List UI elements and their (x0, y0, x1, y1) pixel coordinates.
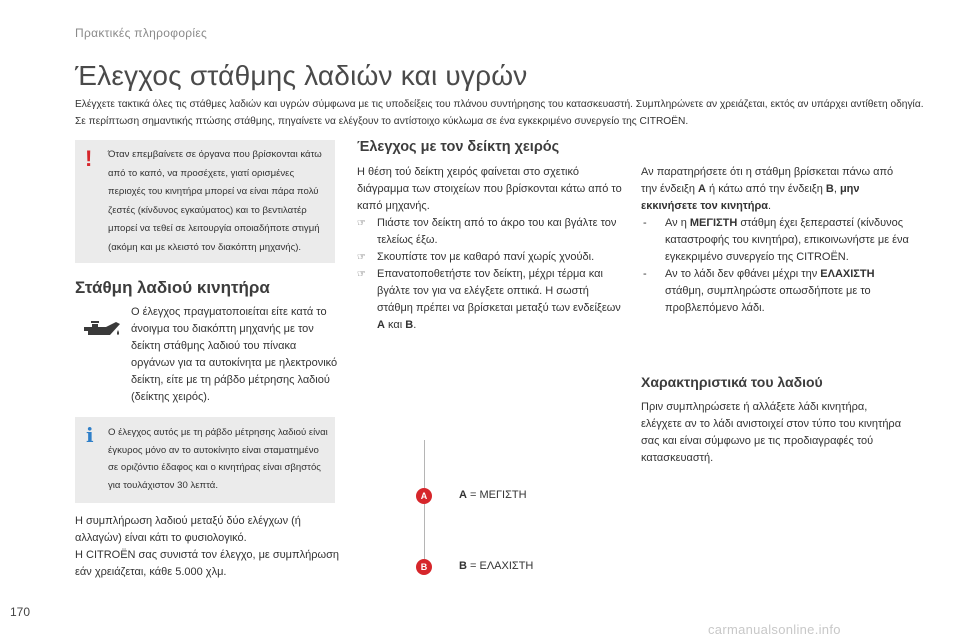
page-number: 170 (10, 605, 31, 619)
warning-text: Όταν επεμβαίνετε σε όργανα που βρίσκονται κάτω από το καπό, να προσέχετε, γιατί ορισμένες περιοχές του κινητήρα μπορεί να είναι πάρα πολύ ζεστές (κίνδυνος εγκαύματος) και το βεντιλατέρ μπορεί να τεθεί σε λειτουργία οποιαδήποτε στιγμή (ακόμη και με κλειστό τον διακόπτη μηχανής). (108, 149, 322, 253)
dipstick-line-upper (424, 440, 425, 488)
advice-mark-b: B (825, 183, 834, 195)
bullet-icon: ☞ (357, 269, 366, 280)
list-item (641, 266, 911, 317)
characteristics-heading: Χαρακτηριστικά του λαδιού (641, 374, 823, 390)
case1-post: στάθμη έχει ξεπεραστεί (κίνδυνος καταστροφής του κινητήρα), επικοινωνήστε με ένα εγκεκριμένο συνεργείο της CITROËN. (665, 217, 909, 263)
step3-end: . (413, 319, 417, 331)
advice-intro-mid: ή κάτω από την ένδειξη (709, 183, 823, 195)
case2-min: ΕΛΑΧΙΣΤΗ (820, 268, 875, 280)
advice-warning: μην εκκινήσετε τον κινητήρα (641, 183, 860, 212)
case1-max: ΜΕΓΙΣΤΗ (689, 217, 738, 229)
dipstick-step-3: Επανατοποθετήστε τον δείκτη, μέχρι τέρμα και βγάλτε τον για να ελέγξετε οπτικά. Η σωστή στάθμη πρέπει να βρίσκεται μεταξύ των ενδείξεων (377, 268, 621, 314)
intro-line-1: Ελέγχετε τακτικά όλες τις στάθμες λαδιών και υγρών σύμφωνα με τις υποδείξεις του πλάνου συντήρησης του κατασκευαστή. Συμπληρώνετε αν χρειάζεται, εκτός αν υπάρχει αντίθετη οδηγία. (75, 99, 924, 110)
page-title: Έλεγχος στάθμης λαδιών και υγρών (75, 60, 528, 91)
breadcrumb: Πρακτικές πληροφορίες (75, 26, 208, 40)
bullet-icon: ☞ (357, 252, 366, 263)
dash-bullet: - (643, 268, 647, 280)
advice-mark-a: A (698, 183, 706, 195)
warning-icon: ! (85, 146, 93, 171)
and-word: και (388, 319, 403, 331)
dash-bullet: - (643, 217, 647, 229)
label-min (459, 560, 533, 572)
info-box (75, 417, 335, 503)
case2-post: στάθμη, συμπληρώστε οπωσδήποτε με το προβλεπόμενο λάδι. (665, 285, 871, 314)
oil-level-text: Ο έλεγχος πραγματοποιείται είτε κατά το άνοιγμα του διακόπτη μηχανής με τον δείκτη στάθμης λαδιού του πίνακα οργάνων για τα αυτοκίνητα με ηλεκτρονικό δείκτη, είτε με τη ράβδο μέτρησης λαδιού (δείκτης χειρός). (131, 306, 338, 403)
label-max (459, 489, 527, 501)
oil-level-advice (641, 164, 911, 317)
dipstick-heading: Έλεγχος με τον δείκτη χειρός (357, 139, 560, 155)
list-item (641, 215, 911, 266)
advice-intro-start: Αν παρατηρήσετε ότι η στάθμη βρίσκεται πάνω από την ένδειξη (641, 166, 894, 195)
dipstick-section (357, 164, 622, 334)
bullet-icon: ☞ (357, 218, 366, 229)
dipstick-intro: Η θέση τού δείκτη χειρός φαίνεται στο σχετικό διάγραμμα των στοιχείων που βρίσκονται κάτω από το καπό μηχανής. (357, 166, 622, 212)
oil-topup-line-1: Η συμπλήρωση λαδιού μεταξύ δύο ελέγχων (ή αλλαγών) είναι κάτι το φυσιολογικό. (75, 515, 301, 544)
info-text: Ο έλεγχος αυτός με τη ράβδο μέτρησης λαδιού είναι έγκυρος μόνο αν το αυτοκίνητο είναι σταματημένο σε οριζόντιο έδαφος και ο κινητήρας είναι σβηστός για τουλάχιστον 30 λεπτά. (108, 427, 328, 491)
label-min-value: = ΕΛΑΧΙΣΤΗ (470, 560, 534, 572)
intro-line-2: Σε περίπτωση σημαντικής πτώσης στάθμης, πηγαίνετε να ελέγξουν το αντίστοιχο κύκλωμα σε ένα εγκεκριμένο συνεργείο της CITROËN. (75, 116, 689, 127)
watermark: carmanualsonline.info (708, 622, 841, 637)
oil-level-heading: Στάθμη λαδιού κινητήρα (75, 278, 270, 297)
list-item (357, 215, 622, 249)
label-min-key: B (459, 560, 467, 572)
case1-pre: Αν η (665, 217, 687, 229)
oil-topup-line-2: Η CITROËN σας συνιστά τον έλεγχο, με συμπλήρωση εάν χρειάζεται, κάθε 5.000 χλμ. (75, 549, 339, 578)
oil-can-icon (80, 318, 122, 340)
dipstick-step-2: Σκουπίστε τον με καθαρό πανί χωρίς χνούδι. (377, 251, 595, 263)
mark-b-ref: B (405, 319, 414, 331)
advice-intro (641, 164, 911, 215)
label-max-key: A (459, 489, 467, 501)
advice-comma: , (833, 183, 837, 195)
marker-a: A (416, 488, 432, 504)
list-item (357, 249, 622, 266)
warning-box (75, 140, 335, 263)
case2-pre: Αν το λάδι δεν φθάνει μέχρι την (665, 268, 818, 280)
dipstick-step-1: Πιάστε τον δείκτη από το άκρο του και βγάλτε τον τελείως έξω. (377, 217, 617, 246)
info-icon: i (86, 423, 94, 447)
advice-dot: . (768, 200, 772, 212)
oil-topup-text (75, 513, 345, 581)
characteristics-text: Πριν συμπληρώσετε ή αλλάξετε λάδι κινητήρα, ελέγχετε αν το λάδι ανιστοιχεί στον τύπο του κινητήρα σας και είναι σύμφωνο με τις προδιαγραφές τού κατασκευαστή. (641, 401, 902, 464)
label-max-value: = ΜΕΓΙΣΤΗ (470, 489, 527, 501)
dipstick-line-lower (424, 504, 425, 559)
list-item (357, 266, 622, 334)
mark-a-ref: A (377, 319, 385, 331)
marker-b: B (416, 559, 432, 575)
